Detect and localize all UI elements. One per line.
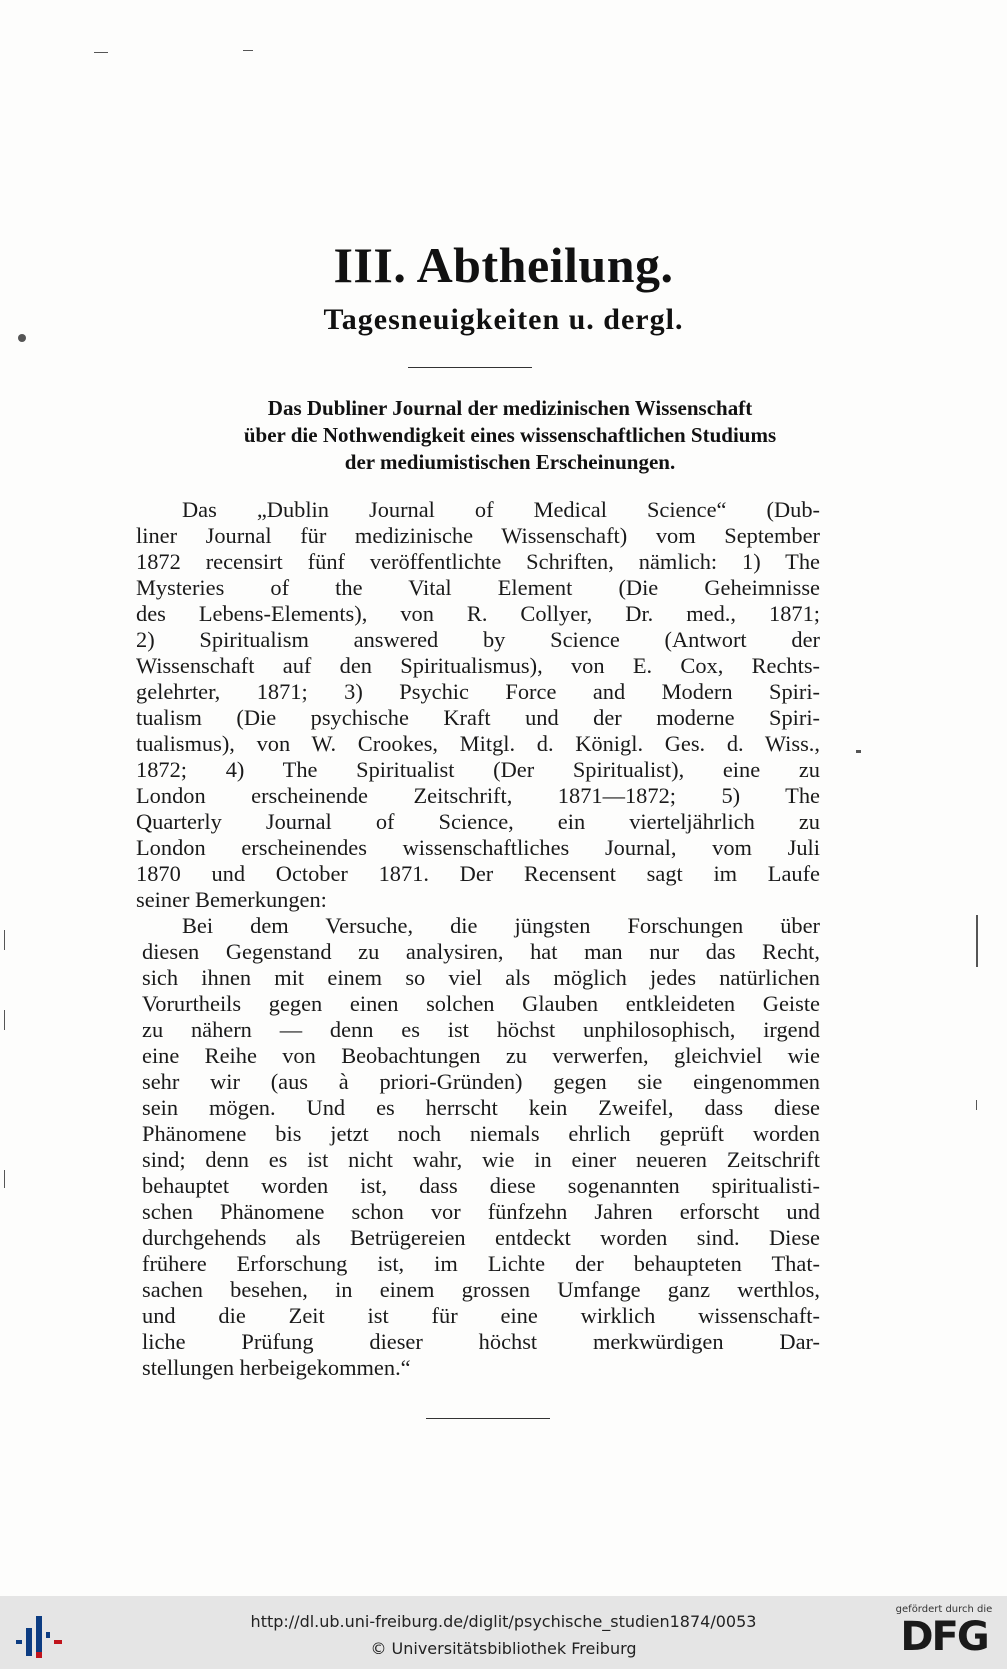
- body-line: durchgehends als Betrügereien entdeckt worden sind. Diese: [142, 1225, 820, 1250]
- article-body: [136, 497, 820, 1381]
- body-line: gelehrter, 1871; 3) Psychic Force and Modern Spiri-: [136, 679, 820, 704]
- body-line: Das „Dublin Journal of Medical Science“ (Dub-: [182, 497, 820, 522]
- body-line: 1872; 4) The Spiritualist (Der Spiritualist), eine zu: [136, 757, 820, 782]
- section-subtitle: Tagesneuigkeiten u. dergl.: [323, 303, 684, 336]
- body-line: des Lebens-Elements), von R. Collyer, Dr. med., 1871;: [136, 601, 820, 626]
- section-title: III. Abtheilung.: [333, 237, 674, 293]
- body-line: sind; denn es ist nicht wahr, wie in einer neueren Zeitschrift: [142, 1147, 820, 1172]
- body-line: 1872 recensirt fünf veröffentlichte Schriften, nämlich: 1) The: [136, 549, 820, 574]
- article-title: [140, 395, 880, 476]
- body-line: und die Zeit ist für eine wirklich wissenschaft-: [142, 1303, 820, 1328]
- dfg-logo: DFG: [900, 1614, 988, 1660]
- divider-rule: [408, 367, 532, 368]
- end-rule: [426, 1418, 550, 1419]
- scan-mark: [976, 915, 978, 967]
- body-line: sehr wir (aus à priori-Gründen) gegen sie eingenommen: [142, 1069, 820, 1094]
- scan-mark: [4, 1170, 5, 1188]
- body-line: London erscheinende Zeitschrift, 1871—1872; 5) The: [136, 783, 820, 808]
- body-line: frühere Erforschung ist, im Lichte der behaupteten That-: [142, 1251, 820, 1276]
- body-line: schen Phänomene schon vor fünfzehn Jahren erforscht und: [142, 1199, 820, 1224]
- article-title-line: über die Nothwendigkeit eines wissenschaftlichen Studiums: [243, 423, 777, 447]
- body-line: 1870 und October 1871. Der Recensent sagt im Laufe: [136, 861, 820, 886]
- body-line: zu nähern — denn es ist höchst unphilosophisch, irgend: [142, 1017, 820, 1042]
- body-line: sachen besehen, in einem grossen Umfange ganz werthlos,: [142, 1277, 820, 1302]
- copyright-notice: © Universitätsbibliothek Freiburg: [370, 1639, 637, 1658]
- body-line: Bei dem Versuche, die jüngsten Forschungen über: [182, 913, 820, 938]
- document-url[interactable]: http://dl.ub.uni-freiburg.de/diglit/psychische_studien1874/0053: [250, 1612, 757, 1631]
- body-line: liche Prüfung dieser höchst merkwürdigen Dar-: [142, 1329, 820, 1354]
- article-title-line: Das Dubliner Journal der medizinischen Wissenschaft: [267, 396, 753, 420]
- body-line: behauptet worden ist, dass diese sogenannten spiritualisti-: [142, 1173, 820, 1198]
- body-line: sein mögen. Und es herrscht kein Zweifel, dass diese: [142, 1095, 820, 1120]
- scan-mark: [243, 50, 253, 51]
- body-line: London erscheinendes wissenschaftliches Journal, vom Juli: [136, 835, 820, 860]
- scan-mark: [4, 1010, 5, 1030]
- body-line: Wissenschaft auf den Spiritualismus), von E. Cox, Rechts-: [136, 653, 820, 678]
- article-title-line: der mediumistischen Erscheinungen.: [344, 450, 676, 474]
- body-line: sich ihnen mit einem so viel als möglich jedes natürlichen: [142, 965, 820, 990]
- scan-mark: [4, 930, 5, 950]
- dfg-note: gefördert durch die: [895, 1604, 993, 1615]
- body-line: Phänomene bis jetzt noch niemals ehrlich geprüft worden: [142, 1121, 820, 1146]
- body-line: liner Journal für medizinische Wissenschaft) vom September: [136, 523, 820, 548]
- dfg-badge: [889, 1604, 999, 1664]
- body-line: 2) Spiritualism answered by Science (Antwort der: [136, 627, 820, 652]
- body-line: Vorurtheils gegen einen solchen Glauben entkleideten Geiste: [142, 991, 820, 1016]
- body-line: Quarterly Journal of Science, ein vierteljährlich zu: [136, 809, 820, 834]
- body-line: diesen Gegenstand zu analysiren, hat man nur das Recht,: [142, 939, 820, 964]
- scan-mark: [856, 750, 861, 753]
- footer-bar: [0, 1596, 1007, 1669]
- body-line: Mysteries of the Vital Element (Die Geheimnisse: [136, 575, 820, 600]
- body-line: tualism (Die psychische Kraft und der moderne Spiri-: [136, 705, 820, 730]
- body-line: eine Reihe von Beobachtungen zu verwerfen, gleichviel wie: [142, 1043, 820, 1068]
- body-line: tualismus), von W. Crookes, Mitgl. d. Königl. Ges. d. Wiss.,: [136, 731, 820, 756]
- scan-mark: [94, 52, 108, 53]
- scan-mark: [976, 1100, 977, 1110]
- body-line: seiner Bemerkungen:: [136, 887, 327, 912]
- body-line: stellungen herbeigekommen.“: [142, 1355, 411, 1380]
